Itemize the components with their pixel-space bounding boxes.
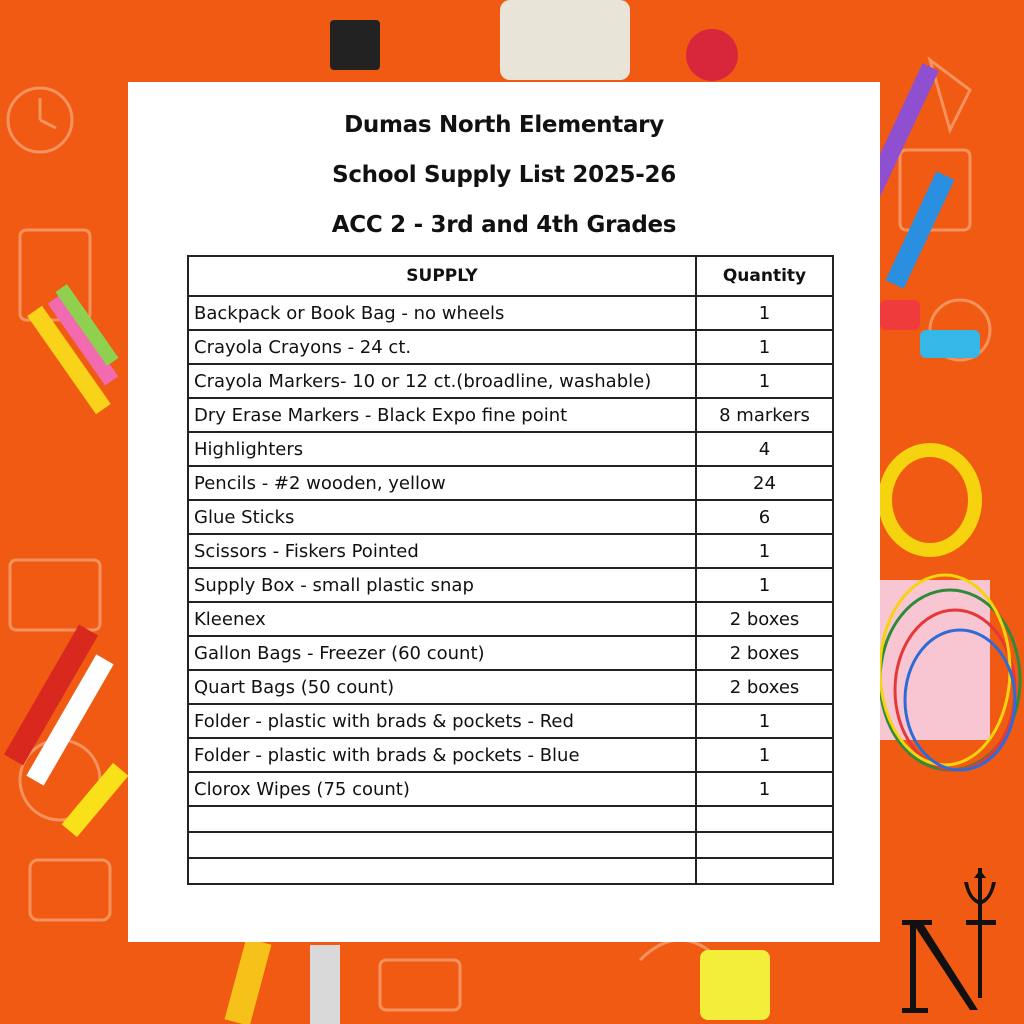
- supply-item: [188, 806, 696, 832]
- supply-item: Dry Erase Markers - Black Expo fine point: [188, 398, 696, 432]
- supply-quantity: 1: [696, 330, 833, 364]
- list-title: School Supply List 2025-26: [332, 162, 676, 188]
- table-row: [188, 330, 833, 364]
- supply-item: Quart Bags (50 count): [188, 670, 696, 704]
- supply-item: Folder - plastic with brads & pockets - Red: [188, 704, 696, 738]
- supply-quantity: 1: [696, 534, 833, 568]
- supply-list-card: [128, 82, 880, 942]
- supply-item: Backpack or Book Bag - no wheels: [188, 296, 696, 330]
- supply-quantity: [696, 806, 833, 832]
- table-row: [188, 398, 833, 432]
- supply-item: Scissors - Fiskers Pointed: [188, 534, 696, 568]
- supply-quantity: 6: [696, 500, 833, 534]
- quantity-column-header: Quantity: [696, 256, 833, 296]
- supply-item: Supply Box - small plastic snap: [188, 568, 696, 602]
- supply-item: Kleenex: [188, 602, 696, 636]
- supply-item: Gallon Bags - Freezer (60 count): [188, 636, 696, 670]
- table-row: [188, 704, 833, 738]
- supply-quantity: 2 boxes: [696, 670, 833, 704]
- table-row: [188, 636, 833, 670]
- supply-quantity: 2 boxes: [696, 602, 833, 636]
- supply-item: Crayola Markers- 10 or 12 ct.(broadline, washable): [188, 364, 696, 398]
- supply-item: [188, 832, 696, 858]
- supply-quantity: 4: [696, 432, 833, 466]
- table-row-empty: [188, 832, 833, 858]
- supply-quantity: 1: [696, 568, 833, 602]
- supply-quantity: 1: [696, 364, 833, 398]
- title-block: [128, 112, 880, 262]
- school-logo-trident-icon: [900, 868, 1004, 1016]
- supply-item: Crayola Crayons - 24 ct.: [188, 330, 696, 364]
- table-row: [188, 500, 833, 534]
- supply-item: Folder - plastic with brads & pockets - Blue: [188, 738, 696, 772]
- table-row-empty: [188, 858, 833, 884]
- table-row: [188, 296, 833, 330]
- supply-item: Glue Sticks: [188, 500, 696, 534]
- supply-item: Pencils - #2 wooden, yellow: [188, 466, 696, 500]
- table-row: [188, 432, 833, 466]
- supply-quantity: 1: [696, 296, 833, 330]
- supply-item: Highlighters: [188, 432, 696, 466]
- supply-quantity: 2 boxes: [696, 636, 833, 670]
- table-row: [188, 772, 833, 806]
- table-row: [188, 364, 833, 398]
- table-row: [188, 466, 833, 500]
- supply-table: [187, 255, 834, 885]
- table-header-row: [188, 256, 833, 296]
- table-row: [188, 738, 833, 772]
- table-row: [188, 602, 833, 636]
- supply-quantity: 1: [696, 772, 833, 806]
- supply-quantity: [696, 832, 833, 858]
- table-row-empty: [188, 806, 833, 832]
- supply-quantity: 1: [696, 738, 833, 772]
- supply-item: [188, 858, 696, 884]
- supply-quantity: 1: [696, 704, 833, 738]
- grade-title: ACC 2 - 3rd and 4th Grades: [331, 212, 677, 238]
- logo-letter: N: [900, 868, 901, 869]
- supply-item: Clorox Wipes (75 count): [188, 772, 696, 806]
- supply-column-header: SUPPLY: [188, 256, 696, 296]
- table-row: [188, 534, 833, 568]
- supply-quantity: 8 markers: [696, 398, 833, 432]
- supply-quantity: 24: [696, 466, 833, 500]
- school-name: Dumas North Elementary: [344, 112, 664, 138]
- supply-quantity: [696, 858, 833, 884]
- table-row: [188, 670, 833, 704]
- table-row: [188, 568, 833, 602]
